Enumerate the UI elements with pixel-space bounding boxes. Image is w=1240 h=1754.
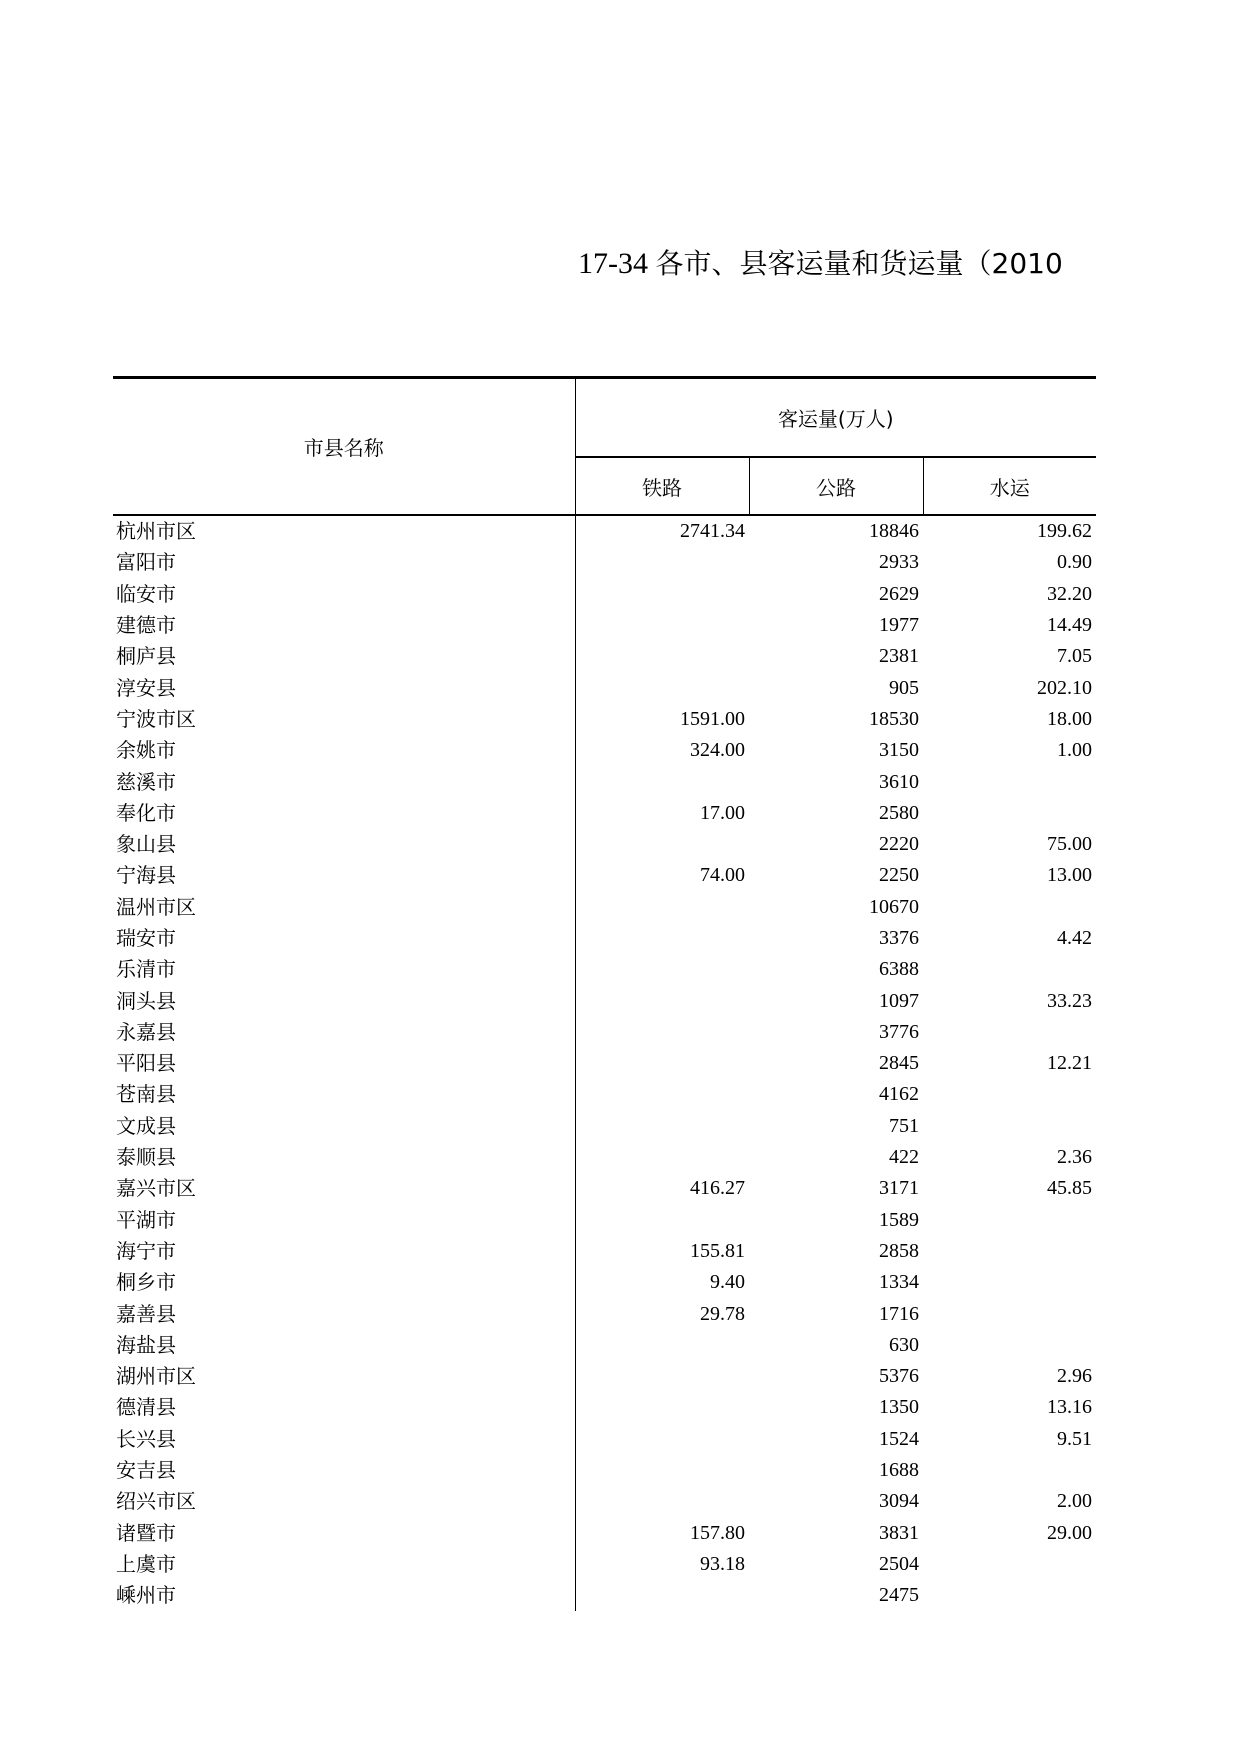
cell-highway: 3150 xyxy=(879,739,919,762)
cell-region-name: 诸暨市 xyxy=(113,1518,575,1549)
cell-region-name: 湖州市区 xyxy=(113,1361,575,1392)
table-row xyxy=(113,1173,1096,1204)
cell-region-name: 乐清市 xyxy=(113,954,575,985)
cell-region-name: 安吉县 xyxy=(113,1455,575,1486)
table-row xyxy=(113,1267,1096,1298)
table-row xyxy=(113,1079,1096,1110)
cell-region-name: 平阳县 xyxy=(113,1048,575,1079)
table-row xyxy=(113,704,1096,735)
cell-waterway xyxy=(923,1549,1096,1580)
table-row xyxy=(113,798,1096,829)
cell-railway xyxy=(575,1361,749,1392)
cell-railway xyxy=(575,1017,749,1048)
cell-waterway xyxy=(923,1580,1096,1611)
cell-highway: 2933 xyxy=(879,551,919,574)
cell-region-name: 桐乡市 xyxy=(113,1267,575,1298)
cell-highway: 5376 xyxy=(879,1365,919,1388)
cell-highway: 1977 xyxy=(879,614,919,637)
cell-waterway: 75.00 xyxy=(1047,833,1092,856)
cell-highway: 3171 xyxy=(879,1177,919,1200)
data-table-container xyxy=(113,376,1096,1611)
table-row xyxy=(113,1298,1096,1329)
cell-waterway: 14.49 xyxy=(1047,614,1092,637)
cell-region-name: 宁波市区 xyxy=(113,704,575,735)
cell-waterway xyxy=(923,1298,1096,1329)
cell-railway: 155.81 xyxy=(690,1239,745,1262)
header-railway: 铁路 xyxy=(575,457,749,515)
cell-waterway: 0.90 xyxy=(1057,551,1092,574)
table-row xyxy=(113,1330,1096,1361)
cell-region-name: 余姚市 xyxy=(113,735,575,766)
table-row xyxy=(113,1518,1096,1549)
cell-waterway: 13.16 xyxy=(1047,1396,1092,1419)
cell-waterway xyxy=(923,892,1096,923)
cell-waterway: 12.21 xyxy=(1047,1052,1092,1075)
table-row xyxy=(113,1486,1096,1517)
cell-highway: 2220 xyxy=(879,833,919,856)
cell-region-name: 苍南县 xyxy=(113,1079,575,1110)
cell-region-name: 嘉善县 xyxy=(113,1298,575,1329)
table-row xyxy=(113,766,1096,797)
cell-waterway xyxy=(923,1017,1096,1048)
cell-waterway xyxy=(923,1455,1096,1486)
cell-railway xyxy=(575,892,749,923)
cell-railway xyxy=(575,954,749,985)
table-row xyxy=(113,1392,1096,1423)
table-row xyxy=(113,1580,1096,1611)
header-highway: 公路 xyxy=(749,457,923,515)
cell-railway xyxy=(575,1079,749,1110)
cell-railway: 157.80 xyxy=(690,1521,745,1544)
cell-highway: 4162 xyxy=(879,1083,919,1106)
table-row xyxy=(113,985,1096,1016)
cell-highway: 2475 xyxy=(879,1584,919,1607)
table-row xyxy=(113,641,1096,672)
cell-region-name: 象山县 xyxy=(113,829,575,860)
cell-highway: 1334 xyxy=(879,1271,919,1294)
cell-railway xyxy=(575,1580,749,1611)
cell-highway: 1589 xyxy=(879,1208,919,1231)
cell-waterway xyxy=(923,1236,1096,1267)
header-waterway: 水运 xyxy=(923,457,1096,515)
cell-region-name: 富阳市 xyxy=(113,547,575,578)
table-row xyxy=(113,1361,1096,1392)
cell-region-name: 绍兴市区 xyxy=(113,1486,575,1517)
table-row xyxy=(113,892,1096,923)
cell-railway: 324.00 xyxy=(690,739,745,762)
cell-waterway xyxy=(923,798,1096,829)
cell-highway: 422 xyxy=(889,1146,919,1169)
cell-waterway xyxy=(923,1205,1096,1236)
cell-waterway: 18.00 xyxy=(1047,707,1092,730)
table-row xyxy=(113,1455,1096,1486)
cell-region-name: 海宁市 xyxy=(113,1236,575,1267)
cell-railway: 416.27 xyxy=(690,1177,745,1200)
cell-region-name: 德清县 xyxy=(113,1392,575,1423)
cell-highway: 18530 xyxy=(869,707,919,730)
cell-highway: 2580 xyxy=(879,801,919,824)
cell-waterway: 2.36 xyxy=(1057,1146,1092,1169)
cell-region-name: 桐庐县 xyxy=(113,641,575,672)
table-row xyxy=(113,1424,1096,1455)
cell-region-name: 泰顺县 xyxy=(113,1142,575,1173)
cell-waterway: 9.51 xyxy=(1057,1427,1092,1450)
cell-region-name: 平湖市 xyxy=(113,1205,575,1236)
cell-railway xyxy=(575,985,749,1016)
cell-railway xyxy=(575,1486,749,1517)
cell-waterway: 202.10 xyxy=(1037,676,1092,699)
table-row xyxy=(113,1236,1096,1267)
cell-highway: 3376 xyxy=(879,927,919,949)
table-row xyxy=(113,860,1096,891)
cell-region-name: 长兴县 xyxy=(113,1424,575,1455)
cell-region-name: 奉化市 xyxy=(113,798,575,829)
cell-region-name: 永嘉县 xyxy=(113,1017,575,1048)
cell-railway: 1591.00 xyxy=(680,707,745,730)
cell-railway xyxy=(575,1424,749,1455)
cell-railway xyxy=(575,1330,749,1361)
cell-railway xyxy=(575,766,749,797)
cell-highway: 905 xyxy=(889,676,919,699)
cell-region-name: 洞头县 xyxy=(113,985,575,1016)
cell-railway xyxy=(575,829,749,860)
cell-railway: 2741.34 xyxy=(680,520,745,543)
cell-highway: 18846 xyxy=(869,520,919,543)
cell-highway: 6388 xyxy=(879,958,919,981)
cell-waterway: 2.00 xyxy=(1057,1490,1092,1513)
cell-railway xyxy=(575,1392,749,1423)
cell-highway: 3610 xyxy=(879,770,919,793)
cell-highway: 3776 xyxy=(879,1020,919,1043)
table-row xyxy=(113,735,1096,766)
cell-waterway: 29.00 xyxy=(1047,1521,1092,1544)
cell-waterway: 32.20 xyxy=(1047,582,1092,605)
table-row xyxy=(113,1111,1096,1142)
cell-highway: 1097 xyxy=(879,989,919,1012)
cell-railway xyxy=(575,672,749,703)
page-title xyxy=(578,244,1063,284)
cell-railway xyxy=(575,1111,749,1142)
cell-highway: 751 xyxy=(889,1114,919,1137)
cell-waterway xyxy=(923,1079,1096,1110)
table-row xyxy=(113,1205,1096,1236)
cell-waterway: 2.96 xyxy=(1057,1365,1092,1388)
cell-region-name: 淳安县 xyxy=(113,672,575,703)
title-text: 各市、县客运量和货运量（2010 xyxy=(655,247,1063,280)
table-body xyxy=(113,515,1096,1611)
cell-railway xyxy=(575,1205,749,1236)
cell-highway: 1350 xyxy=(879,1396,919,1419)
cell-railway xyxy=(575,641,749,672)
cell-waterway: 199.62 xyxy=(1037,520,1092,543)
cell-highway: 2504 xyxy=(879,1552,919,1575)
cell-region-name: 杭州市区 xyxy=(113,515,575,547)
cell-waterway: 33.23 xyxy=(1047,989,1092,1012)
cell-region-name: 瑞安市 xyxy=(113,923,575,954)
cell-railway: 17.00 xyxy=(700,801,745,824)
cell-railway xyxy=(575,1455,749,1486)
header-passenger-volume: 客运量(万人) xyxy=(575,378,1096,458)
title-code: 17-34 xyxy=(578,247,648,280)
cell-highway: 3094 xyxy=(879,1490,919,1513)
cell-highway: 2381 xyxy=(879,645,919,668)
cell-railway xyxy=(575,610,749,641)
cell-region-name: 宁海县 xyxy=(113,860,575,891)
cell-railway: 29.78 xyxy=(700,1302,745,1325)
cell-highway: 1524 xyxy=(879,1427,919,1450)
table-row xyxy=(113,515,1096,547)
cell-region-name: 海盐县 xyxy=(113,1330,575,1361)
table-header xyxy=(113,378,1096,516)
cell-railway: 74.00 xyxy=(700,864,745,887)
cell-highway: 1716 xyxy=(879,1302,919,1325)
cell-highway: 1688 xyxy=(879,1459,919,1482)
table-row xyxy=(113,1549,1096,1580)
cell-highway: 3831 xyxy=(879,1521,919,1544)
cell-waterway xyxy=(923,1111,1096,1142)
table-row xyxy=(113,610,1096,641)
cell-region-name: 慈溪市 xyxy=(113,766,575,797)
cell-highway: 630 xyxy=(889,1333,919,1356)
cell-waterway xyxy=(923,766,1096,797)
table-row xyxy=(113,579,1096,610)
cell-region-name: 嘉兴市区 xyxy=(113,1173,575,1204)
cell-waterway xyxy=(923,954,1096,985)
table-row xyxy=(113,1142,1096,1173)
table-row xyxy=(113,923,1096,954)
cell-waterway xyxy=(923,1330,1096,1361)
table-row xyxy=(113,547,1096,578)
cell-waterway: 45.85 xyxy=(1047,1177,1092,1200)
cell-railway: 9.40 xyxy=(710,1271,745,1294)
table-row xyxy=(113,1048,1096,1079)
cell-waterway: 4.42 xyxy=(1057,927,1092,949)
cell-region-name: 嵊州市 xyxy=(113,1580,575,1611)
cell-railway xyxy=(575,1048,749,1079)
cell-region-name: 建德市 xyxy=(113,610,575,641)
cell-highway: 2250 xyxy=(879,864,919,887)
header-region-name: 市县名称 xyxy=(113,378,575,516)
cell-railway: 93.18 xyxy=(700,1552,745,1575)
table-row xyxy=(113,829,1096,860)
cell-highway: 10670 xyxy=(869,895,919,918)
cell-railway xyxy=(575,1142,749,1173)
passenger-volume-table xyxy=(113,376,1096,1611)
cell-railway xyxy=(575,547,749,578)
table-row xyxy=(113,954,1096,985)
cell-waterway: 1.00 xyxy=(1057,739,1092,762)
cell-railway xyxy=(575,579,749,610)
cell-waterway: 13.00 xyxy=(1047,864,1092,887)
cell-region-name: 临安市 xyxy=(113,579,575,610)
cell-railway xyxy=(575,923,749,954)
table-row xyxy=(113,672,1096,703)
cell-waterway: 7.05 xyxy=(1057,645,1092,668)
cell-region-name: 文成县 xyxy=(113,1111,575,1142)
cell-highway: 2629 xyxy=(879,582,919,605)
cell-waterway xyxy=(923,1267,1096,1298)
cell-region-name: 上虞市 xyxy=(113,1549,575,1580)
cell-highway: 2845 xyxy=(879,1052,919,1075)
cell-highway: 2858 xyxy=(879,1239,919,1262)
cell-region-name: 温州市区 xyxy=(113,892,575,923)
table-row xyxy=(113,1017,1096,1048)
